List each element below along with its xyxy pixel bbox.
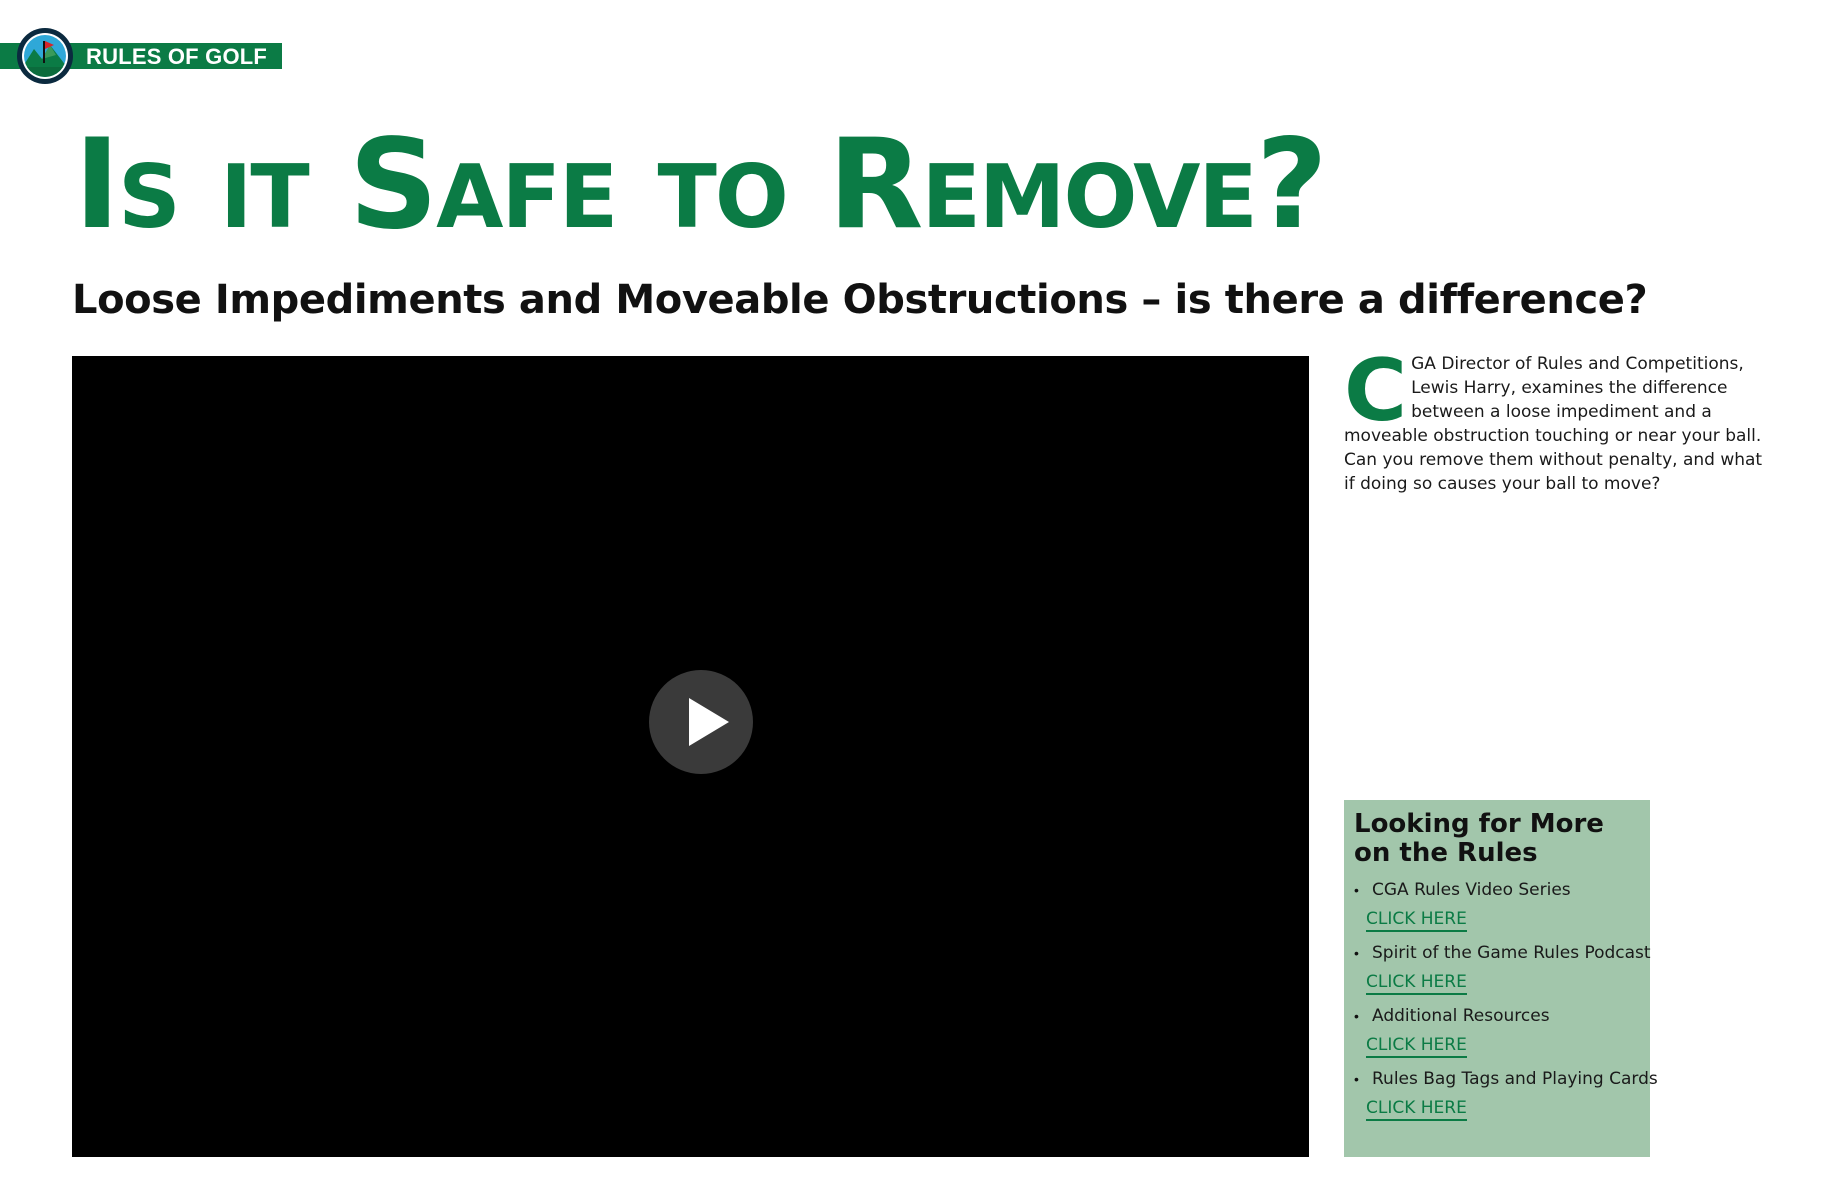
click-here-link-resources[interactable]: CLICK HERE	[1366, 1034, 1467, 1058]
bullet-icon: •	[1354, 1071, 1359, 1087]
list-item	[1354, 878, 1640, 932]
play-button[interactable]	[649, 670, 753, 774]
drop-cap: C	[1344, 341, 1408, 441]
list-item	[1354, 1067, 1658, 1121]
more-rules-title: Looking for More on the Rules	[1354, 809, 1604, 868]
list-item-label: Additional Resources	[1372, 1006, 1550, 1026]
video-player[interactable]	[72, 356, 1309, 1157]
list-item	[1354, 1004, 1640, 1058]
play-icon	[649, 670, 753, 774]
page-subtitle: Loose Impediments and Moveable Obstructions – is there a difference?	[72, 277, 1648, 323]
section-label: RULES OF GOLF	[86, 44, 268, 69]
article-intro	[1344, 341, 1768, 496]
section-badge	[0, 27, 290, 83]
list-item-label: Rules Bag Tags and Playing Cards	[1372, 1069, 1658, 1089]
cga-logo-icon	[16, 27, 74, 85]
list-item-label: Spirit of the Game Rules Podcast	[1372, 943, 1651, 963]
page-title: Is it Safe to Remove?	[74, 113, 1326, 257]
list-item-label: CGA Rules Video Series	[1372, 880, 1571, 900]
bullet-icon: •	[1354, 882, 1359, 898]
click-here-link-podcast[interactable]: CLICK HERE	[1366, 971, 1467, 995]
list-item	[1354, 941, 1651, 995]
bullet-icon: •	[1354, 945, 1359, 961]
click-here-link-video-series[interactable]: CLICK HERE	[1366, 908, 1467, 932]
more-rules-box	[1344, 800, 1658, 1157]
intro-text: GA Director of Rules and Competitions, Lewis Harry, examines the difference between a loose impediment and a moveable obstruction touching or near your ball. Can you remove them without penalty, and what if doing so causes your ball to move?	[1344, 354, 1763, 494]
bullet-icon: •	[1354, 1008, 1359, 1024]
click-here-link-bag-tags[interactable]: CLICK HERE	[1366, 1097, 1467, 1121]
